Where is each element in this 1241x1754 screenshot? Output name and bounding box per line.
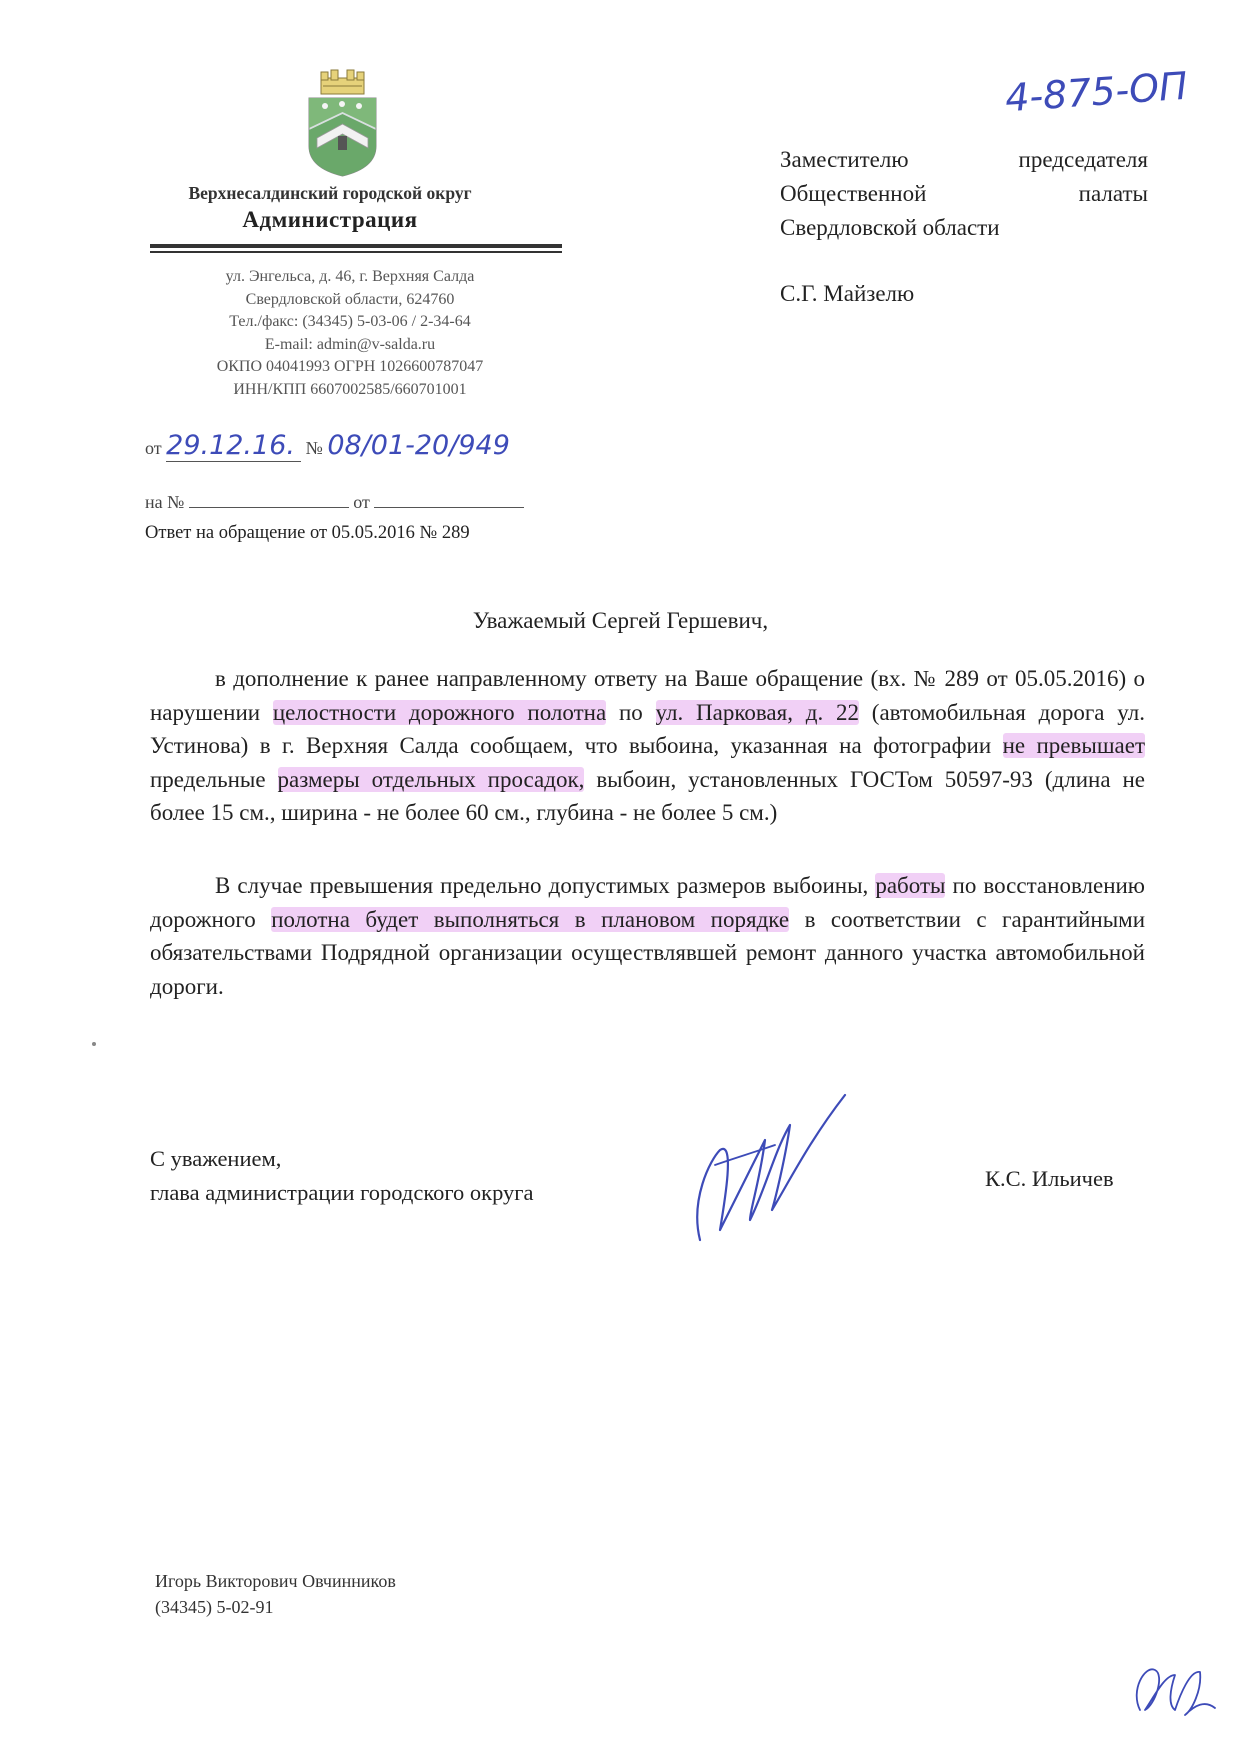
- number-prefix: №: [305, 438, 323, 458]
- addressee-word: председателя: [1018, 147, 1148, 172]
- addressee-line: [780, 177, 1148, 211]
- body-text: в соответствии с гарантийными обязательствами Подрядной организации осуществлявшей ремонт данного участка автомобильной дороги.: [150, 906, 1146, 999]
- scan-speck: [92, 1042, 96, 1046]
- handwritten-signature: [680, 1090, 860, 1260]
- addressee-word: Общественной: [780, 181, 927, 206]
- closing-block: [150, 1142, 534, 1210]
- shield-icon: [309, 98, 376, 176]
- addressee-name: С.Г. Майзелю: [780, 281, 915, 306]
- header-divider: [150, 244, 562, 248]
- reply-date-blank: [374, 489, 524, 508]
- handwritten-initials: [1130, 1650, 1220, 1730]
- highlighted-text: целостности дорожного полотна: [272, 699, 607, 725]
- body-paragraph: [150, 662, 1145, 830]
- address-line: E-mail: admin@v-salda.ru: [264, 335, 436, 353]
- address-line: ОКПО 04041993 ОГРН 1026600787047: [216, 358, 484, 375]
- body-text: выбоин, установленных ГОСТом 50597-93 (длина не более 15 см., ширина - не более 60 см., глубина - не более 5 см.): [150, 766, 1145, 825]
- coat-of-arms-emblem: [305, 68, 380, 178]
- reply-reference: [145, 489, 524, 513]
- reply-mid: от: [353, 492, 370, 512]
- body-text: В случае превышения предельно допустимых размеров выбоины,: [215, 873, 876, 898]
- highlighted-text: полотна будет выполняться в плановом порядке: [271, 906, 790, 932]
- reply-number-blank: [189, 489, 349, 508]
- body-text: (автомобильная дорога ул. Устинова) в г. Верхняя Салда сообщаем, что выбоина, указанная на фотографии: [150, 699, 1146, 758]
- addressee-word: Заместителю: [780, 147, 909, 172]
- body-text: предельные: [150, 766, 278, 792]
- organization-name: Верхнесалдинский городской округ: [188, 183, 472, 203]
- executor-name: Игорь Викторович Овчинников: [155, 1571, 396, 1591]
- highlighted-text: работы: [875, 873, 946, 898]
- highlighted-text: размеры отдельных просадок,: [277, 766, 585, 792]
- signer-name: К.С. Ильичев: [985, 1166, 1114, 1191]
- closing-regards: С уважением,: [150, 1146, 282, 1171]
- organization-title: Администрация: [242, 207, 418, 232]
- header-divider-thin: [150, 251, 562, 253]
- reply-prefix: на №: [145, 492, 185, 512]
- address-line: Свердловской области, 624760: [245, 290, 455, 308]
- answer-reference: Ответ на обращение от 05.05.2016 № 289: [145, 523, 470, 543]
- closing-position: глава администрации городского округа: [150, 1180, 534, 1205]
- outgoing-reference: [145, 430, 510, 462]
- highlighted-text: ул. Парковая, д. 22: [655, 699, 859, 725]
- date-prefix: от: [145, 438, 162, 458]
- body-text: в дополнение к ранее направленному ответу на Ваше обращение (вх. № 289 от 05.05.2016) о нарушении: [150, 666, 1145, 725]
- body-text: по восстановлению дорожного: [150, 873, 1145, 932]
- addressee-line: Свердловской области: [780, 215, 1000, 240]
- addressee-line: [780, 143, 1148, 177]
- address-block: [150, 266, 550, 401]
- highlighted-text: не превышает: [1002, 733, 1146, 758]
- address-line: ул. Энгельса, д. 46, г. Верхняя Салда: [225, 268, 475, 285]
- body-paragraph: [150, 869, 1145, 1003]
- addressee-word: палаты: [1078, 181, 1148, 206]
- address-line: Тел./факс: (34345) 5-03-06 / 2-34-64: [229, 313, 471, 330]
- salutation: Уважаемый Сергей Гершевич,: [472, 608, 769, 633]
- handwritten-date: 29.12.16.: [166, 430, 301, 462]
- address-line: ИНН/КПП 6607002585/660701001: [233, 380, 467, 398]
- executor-block: [155, 1568, 396, 1620]
- incoming-registration-mark: 4-875-ОП: [1003, 63, 1189, 121]
- body-text: по: [606, 699, 656, 725]
- executor-phone: (34345) 5-02-91: [155, 1597, 274, 1617]
- crown-icon: [321, 70, 364, 94]
- addressee-block: [780, 143, 1148, 311]
- handwritten-number: 08/01-20/949: [327, 430, 510, 461]
